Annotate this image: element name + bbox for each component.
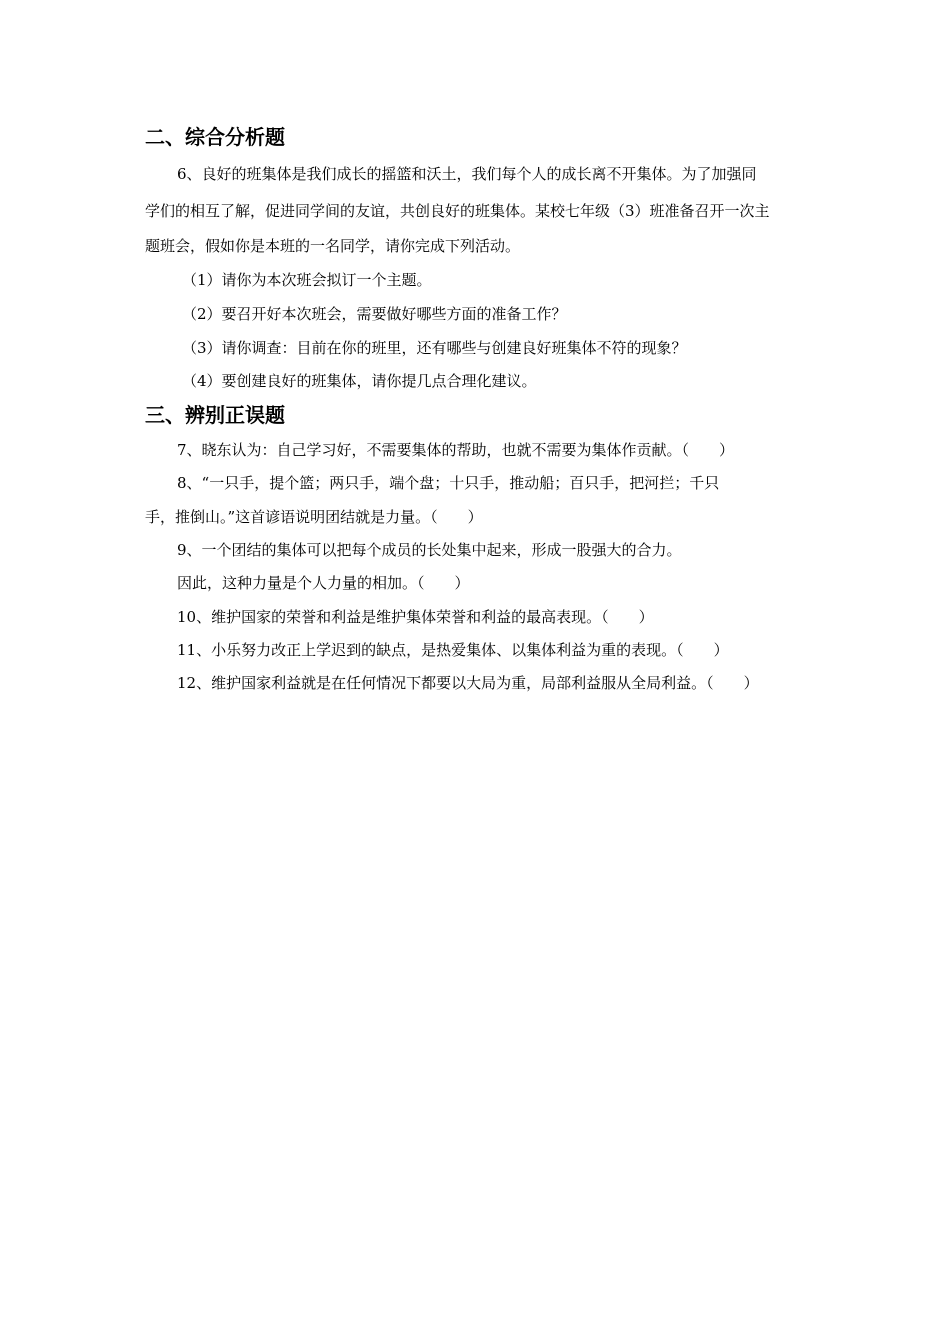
question-6-subquestion-3: （3）请你调查：目前在你的班里，还有哪些与创建良好班集体不符的现象？ <box>182 339 687 357</box>
question-9-line-2: 因此，这种力量是个人力量的相加。（ ） <box>177 574 470 592</box>
section-heading-true-false: 三、辨别正误题 <box>145 403 285 427</box>
question-6-subquestion-4: （4）要创建良好的班集体，请你提几点合理化建议。 <box>182 372 537 390</box>
question-7: 7、晓东认为：自己学习好，不需要集体的帮助，也就不需要为集体作贡献。（ ） <box>177 441 735 459</box>
question-8-line-1: 8、“一只手，提个篮；两只手，端个盘；十只手，推动船；百只手，把河拦；千只 <box>177 474 720 492</box>
section-heading-comprehensive-analysis: 二、综合分析题 <box>145 125 285 149</box>
question-6-subquestion-2: （2）要召开好本次班会，需要做好哪些方面的准备工作？ <box>182 305 567 323</box>
question-6-line-3: 题班会，假如你是本班的一名同学，请你完成下列活动。 <box>145 237 521 255</box>
question-10: 10、维护国家的荣誉和利益是维护集体荣誉和利益的最高表现。（ ） <box>177 608 654 626</box>
question-12: 12、维护国家利益就是在任何情况下都要以大局为重，局部利益服从全局利益。（ ） <box>177 674 759 692</box>
question-6-line-2: 学们的相互了解，促进同学间的友谊，共创良好的班集体。某校七年级（3）班准备召开一次主 <box>145 202 770 220</box>
question-8-line-2: 手，推倒山。”这首谚语说明团结就是力量。（ ） <box>145 508 483 526</box>
question-6-line-1: 6、良好的班集体是我们成长的摇篮和沃土，我们每个人的成长离不开集体。为了加强同 <box>177 165 757 183</box>
question-6-subquestion-1: （1）请你为本次班会拟订一个主题。 <box>182 271 432 289</box>
question-9-line-1: 9、一个团结的集体可以把每个成员的长处集中起来，形成一股强大的合力。 <box>177 541 682 559</box>
question-11: 11、小乐努力改正上学迟到的缺点，是热爱集体、以集体利益为重的表现。（ ） <box>177 641 729 659</box>
